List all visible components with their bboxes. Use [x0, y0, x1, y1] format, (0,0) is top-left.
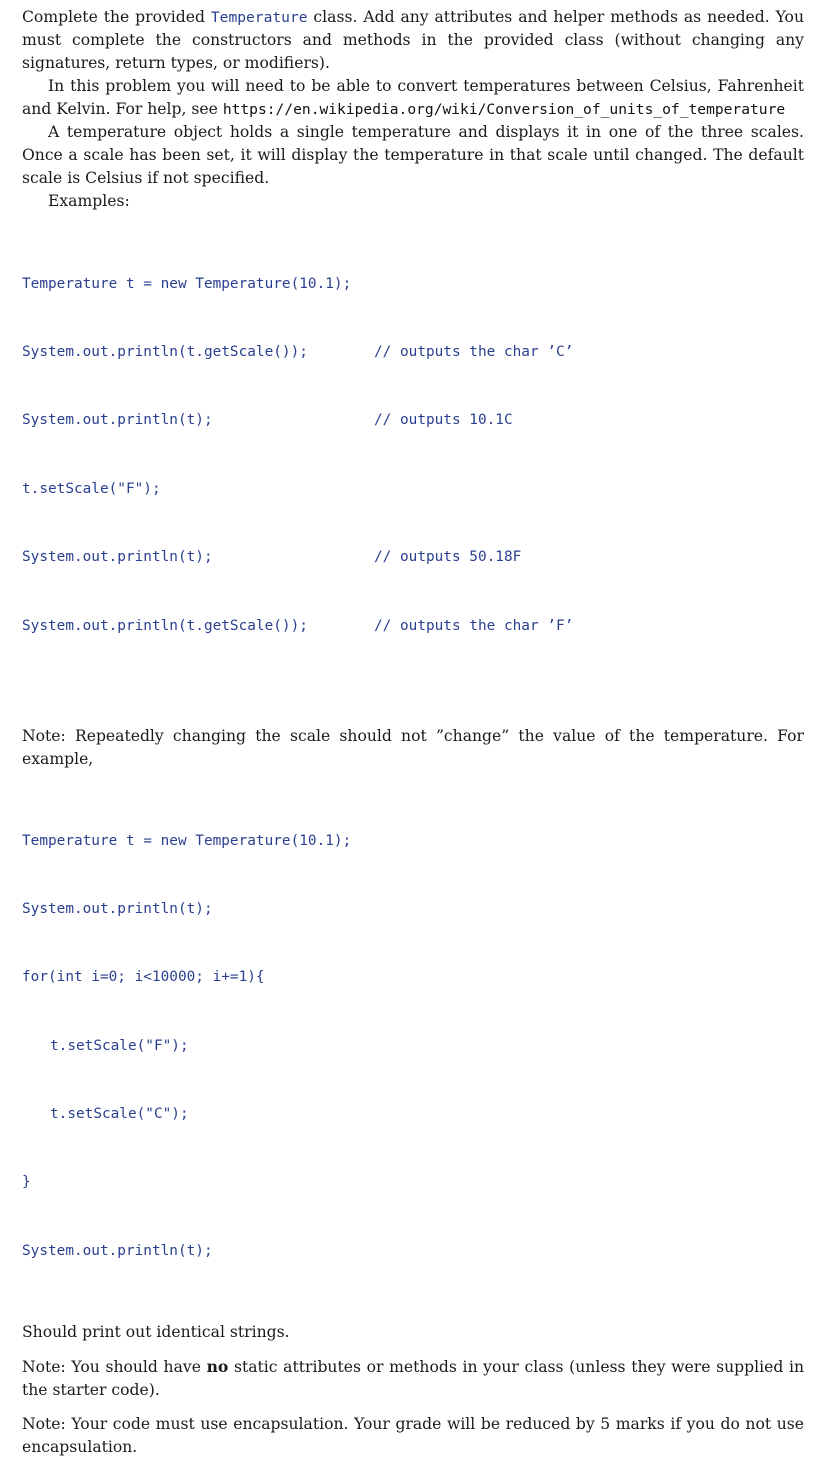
bold-no: no — [206, 1357, 229, 1377]
note-static: Note: You should have no static attributes or methods in your class (unless they were supplied in the starter code). — [22, 1357, 804, 1400]
object-description-paragraph: A temperature object holds a single temperature and displays it in one of the three scales. Once a scale has been set, it will display the temperature in that scale until changed. The default scale is Celsius if not specified. — [22, 123, 804, 187]
code-line: System.out.println(t.getScale()); // outputs the char ’F’ — [22, 617, 574, 634]
class-name-code: Temperature — [210, 9, 308, 26]
wikipedia-url[interactable]: https://en.wikipedia.org/wiki/Conversion_of_units_of_temperature — [222, 101, 786, 118]
code-line: Temperature t = new Temperature(10.1); — [22, 832, 352, 849]
code-line: System.out.println(t); — [22, 900, 213, 917]
note-encapsulation: Note: Your code must use encapsulation. Your grade will be reduced by 5 marks if you do not use encapsulation. — [22, 1415, 804, 1457]
identical-strings-paragraph: Should print out identical strings. — [22, 1323, 290, 1342]
problem-document — [22, 6, 804, 1459]
code-line: t.setScale("F"); — [22, 480, 161, 497]
code-line: System.out.println(t); // outputs 50.18F — [22, 549, 522, 566]
examples-label: Examples: — [48, 192, 130, 210]
code-line: System.out.println(t.getScale()); // outputs the char ’C’ — [22, 343, 574, 360]
example-code-block — [22, 227, 804, 683]
loop-code-block — [22, 784, 804, 1308]
code-line: Temperature t = new Temperature(10.1); — [22, 275, 352, 292]
code-line: t.setScale("C"); — [50, 1106, 189, 1123]
code-line: System.out.println(t); // outputs 10.1C — [22, 412, 513, 429]
note-repeated-scale: Note: Repeatedly changing the scale should not ”change” the value of the temperature. For example, — [22, 726, 804, 768]
code-line: } — [22, 1174, 31, 1191]
code-line: System.out.println(t); — [22, 1242, 213, 1259]
code-line: for(int i=0; i<10000; i+=1){ — [22, 969, 265, 986]
code-line: t.setScale("F"); — [50, 1037, 189, 1054]
conversion-paragraph: In this problem you will need to be able to convert temperatures between Celsius, Fahrenheit and Kelvin. For help, see https://en.wikipedia.org/wiki/Conversion_of_units_of_temperature — [22, 77, 804, 118]
intro-paragraph: Complete the provided Temperature class. Add any attributes and helper methods as needed. You must complete the constructors and methods in the provided class (without changing any signatures, return types, or modifiers). — [22, 8, 804, 72]
